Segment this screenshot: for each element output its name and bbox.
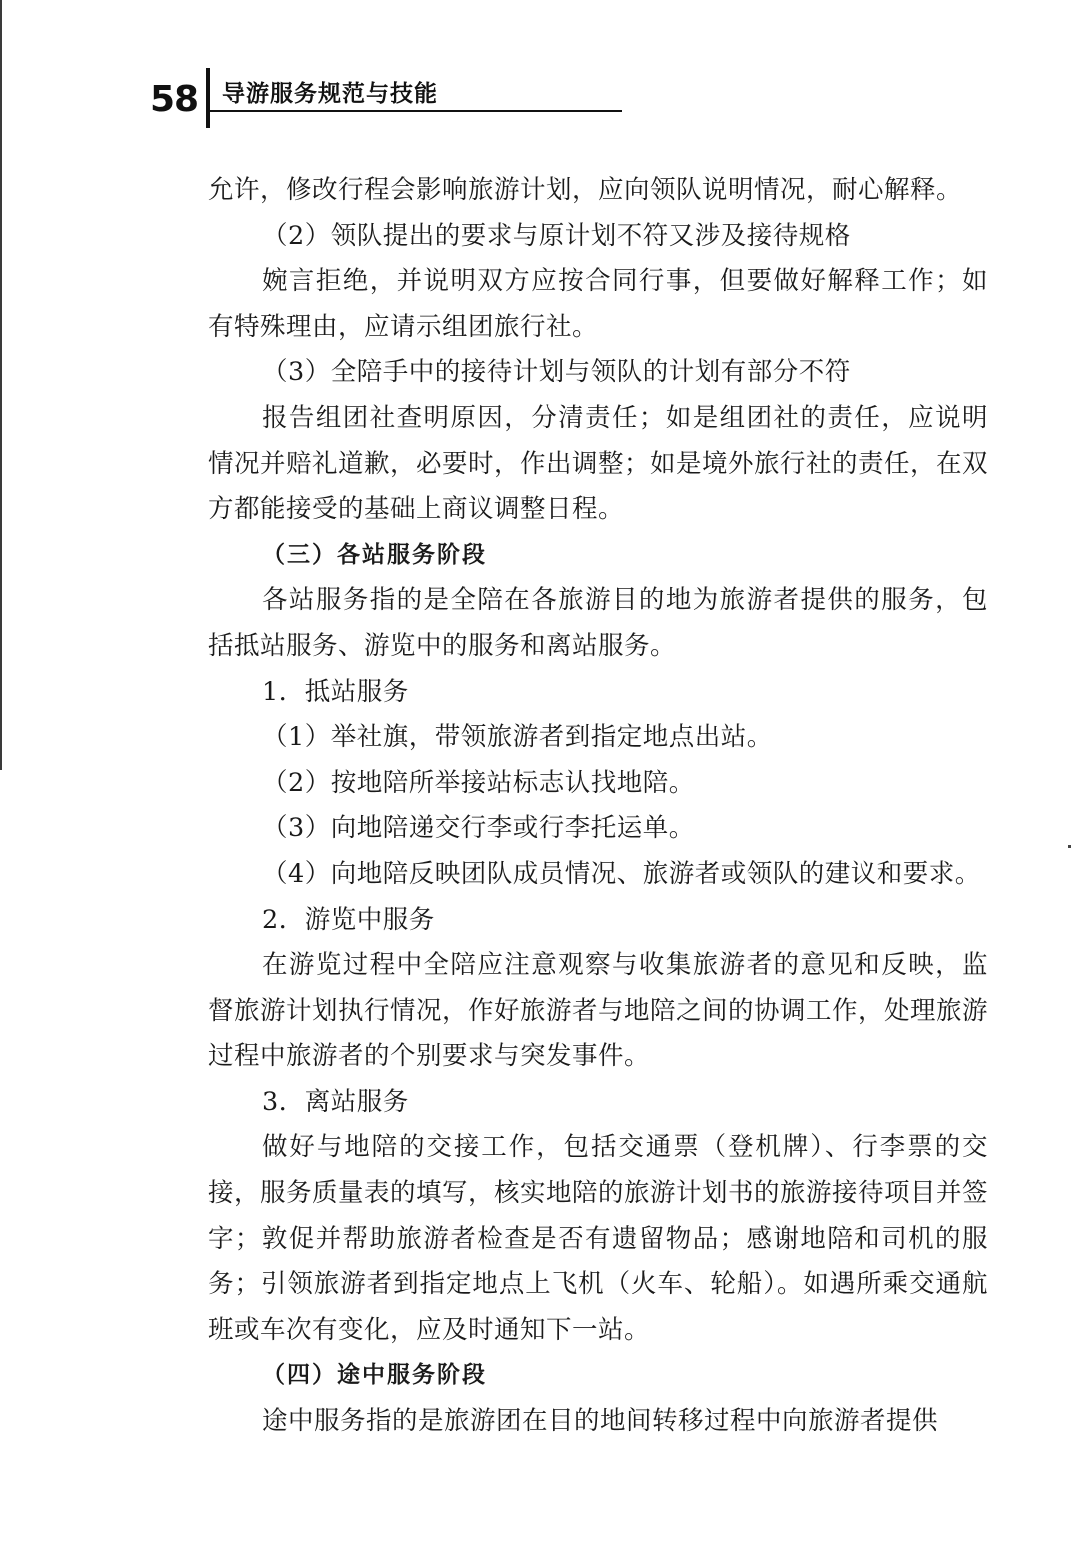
subheading: 3．离站服务	[262, 1086, 409, 1117]
list-item: （1）举社旗，带领旅游者到指定地点出站。	[262, 722, 773, 753]
paragraph: 报告组团社查明原因，分清责任；如是组团社的责任，应说明情况并赔礼道歉，必要时，作出调整；如是境外旅行社的责任，在双方都能接受的基础上商议调整日程。	[208, 402, 989, 525]
subheading: 2．游览中服务	[262, 904, 435, 935]
list-item: （2）按地陪所举接站标志认找地陪。	[262, 767, 695, 798]
section-heading: （三）各站服务阶段	[262, 541, 487, 568]
header-horizontal-rule	[210, 110, 622, 112]
subheading: 1．抵站服务	[262, 676, 409, 707]
page-edge-line	[0, 0, 2, 770]
header-vertical-rule	[206, 68, 210, 128]
list-item: （4）向地陪反映团队成员情况、旅游者或领队的建议和要求。	[262, 858, 981, 889]
subheading: （2）领队提出的要求与原计划不符又涉及接待规格	[262, 220, 851, 251]
paragraph: 途中服务指的是旅游团在目的地间转移过程中向旅游者提供	[262, 1406, 939, 1437]
paragraph: 在游览过程中全陪应注意观察与收集旅游者的意见和反映，监督旅游计划执行情况，作好旅游者与地陪之间的协调工作，处理旅游过程中旅游者的个别要求与突发事件。	[208, 950, 989, 1072]
list-item: （3）向地陪递交行李或行李托运单。	[262, 813, 695, 844]
book-title: 导游服务规范与技能	[222, 81, 438, 107]
subheading: （3）全陪手中的接待计划与领队的计划有部分不符	[262, 357, 851, 388]
paragraph: 允许，修改行程会影响旅游计划，应向领队说明情况，耐心解释。	[208, 175, 963, 205]
body-text	[208, 168, 988, 1445]
scan-speck	[1068, 845, 1071, 848]
paragraph: 婉言拒绝，并说明双方应按合同行事，但要做好解释工作；如有特殊理由，应请示组团旅行社。	[208, 266, 988, 342]
page-number: 58	[150, 79, 199, 120]
paragraph: 各站服务指的是全陪在各旅游目的地为旅游者提供的服务，包括抵站服务、游览中的服务和离站服务。	[208, 585, 988, 661]
paragraph: 做好与地陪的交接工作，包括交通票（登机牌）、行李票的交接，服务质量表的填写，核实地陪的旅游计划书的旅游接待项目并签字；敦促并帮助旅游者检查是否有遗留物品；感谢地陪和司机的服务；引领旅游者到指定地点上飞机（火车、轮船）。如遇所乘交通航班或车次有变化，应及时通知下一站。	[208, 1132, 989, 1345]
section-heading: （四）途中服务阶段	[262, 1362, 487, 1389]
